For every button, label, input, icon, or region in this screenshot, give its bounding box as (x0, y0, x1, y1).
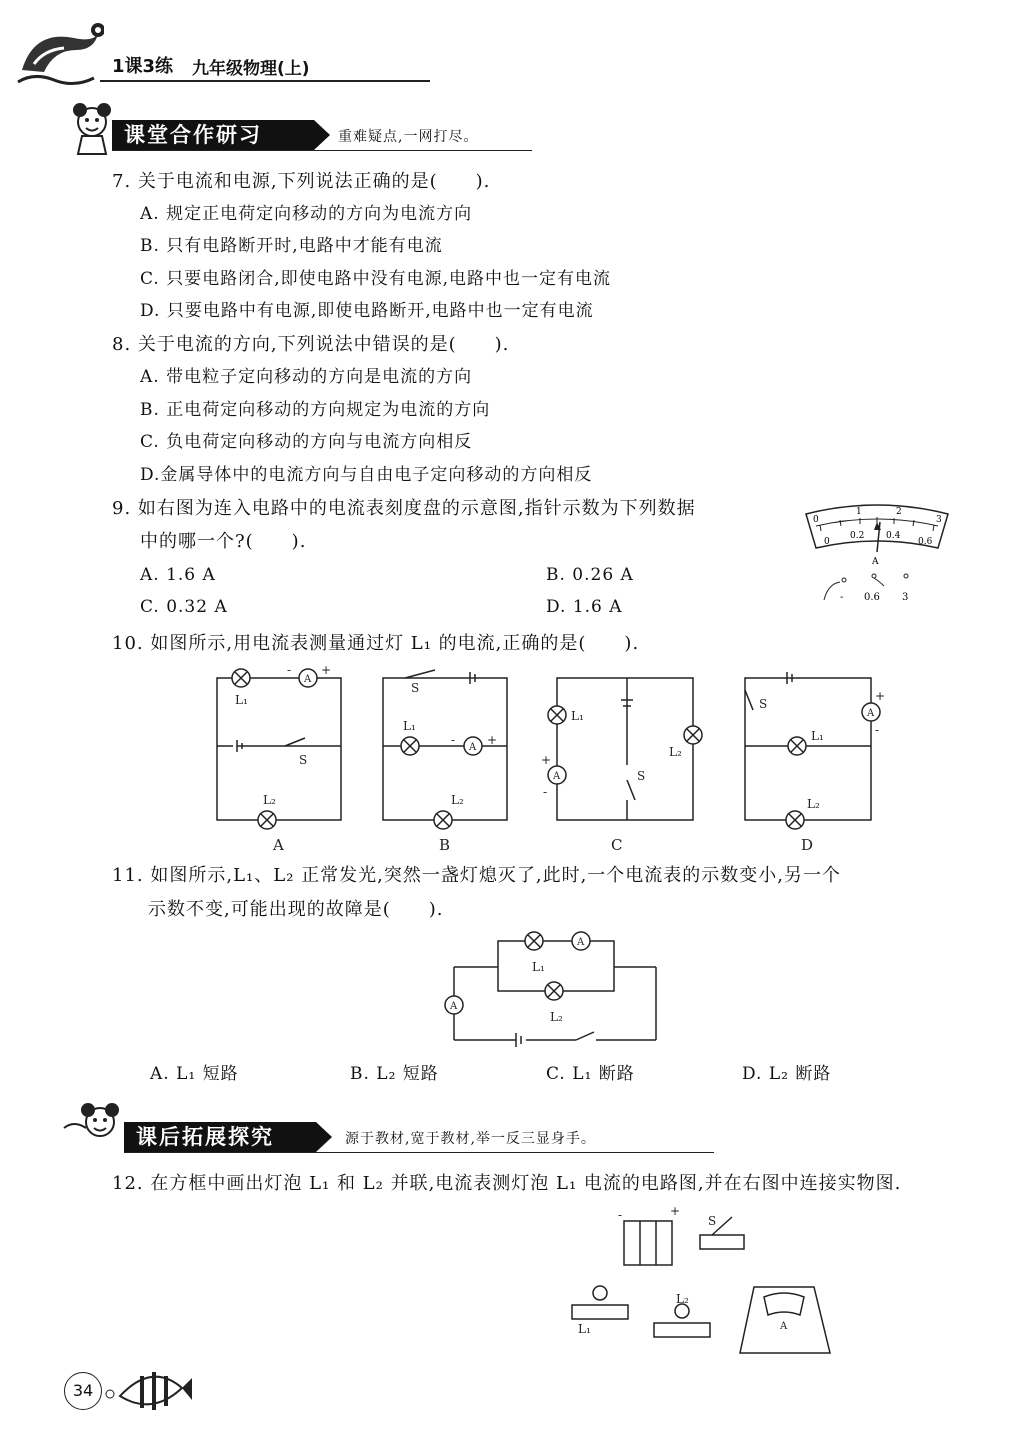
q12-physical-components-figure (560, 1205, 850, 1365)
circuit-b-ammeter: A (469, 742, 477, 753)
q9-stem-line2: 中的哪一个?( ). (140, 531, 307, 552)
circuit-a-l1: L₁ (235, 693, 248, 707)
dial-upper-tick-3: 3 (936, 515, 942, 525)
ammeter-dial-figure (800, 496, 955, 606)
dial-lower-tick-2: 0.4 (886, 531, 901, 541)
q8-option-b: B. 正电荷定向移动的方向规定为电流的方向 (140, 400, 491, 420)
q11-l2: L₂ (550, 1010, 563, 1024)
circuit-label-d: D (801, 836, 814, 854)
l2-label: L₂ (676, 1292, 689, 1306)
circuit-label-b: B (439, 836, 451, 854)
circuit-label-c: C (611, 836, 623, 854)
circuit-label-a: A (273, 836, 284, 854)
q11-option-a: A. L₁ 短路 (150, 1064, 239, 1084)
section2-rule (124, 1152, 714, 1153)
ammeter-device-label: A (780, 1321, 788, 1332)
l1-label: L₁ (578, 1322, 591, 1336)
circuit-a-plus: + (321, 663, 332, 677)
q11-ammeter-left: A (450, 1001, 458, 1012)
circuit-b-l2: L₂ (451, 793, 464, 807)
header-subject: 九年级物理(上) (192, 59, 310, 79)
q11-stem-line2: 示数不变,可能出现的故障是( ). (148, 899, 444, 920)
q8-option-a: A. 带电粒子定向移动的方向是电流的方向 (140, 367, 473, 387)
circuit-c-plus: + (541, 753, 552, 767)
q7-option-d: D. 只要电路中有电源,即使电路断开,电路中也一定有电流 (140, 301, 594, 321)
section1-rule (112, 150, 532, 151)
dial-lower-tick-1: 0.2 (850, 531, 865, 541)
q11-circuit-figure (436, 925, 666, 1055)
dial-upper-tick-1: 1 (856, 507, 862, 517)
q9-stem-line1: 9. 如右图为连入电路中的电流表刻度盘的示意图,指针示数为下列数据 (112, 498, 696, 519)
circuit-a-s: S (299, 753, 308, 767)
cartoon-mascot-2-icon (60, 1098, 126, 1154)
fish-decoration-icon (102, 1358, 192, 1418)
circuit-d-l2: L₂ (807, 797, 820, 811)
q7-option-b: B. 只有电路断开时,电路中才能有电流 (140, 236, 443, 256)
circuit-a-minus: - (287, 663, 292, 677)
circuit-c-minus: - (543, 785, 548, 799)
q11-ammeter-top: A (577, 937, 585, 948)
header-series: 1课3练 (112, 56, 174, 77)
q11-option-b: B. L₂ 短路 (350, 1064, 439, 1084)
switch-label: S (708, 1214, 717, 1228)
lamp-l2-icon (654, 1323, 710, 1337)
section1-title: 课堂合作研习 (112, 120, 314, 150)
page-number: 34 (72, 1381, 94, 1400)
dial-lower-tick-0: 0 (824, 537, 830, 547)
circuit-b-s: S (411, 681, 420, 695)
section1-tagline: 重难疑点,一网打尽。 (338, 129, 479, 145)
dolphin-logo-icon (14, 20, 104, 90)
q11-l1: L₁ (532, 960, 545, 974)
q7-option-c: C. 只要电路闭合,即使电路中没有电源,电路中也一定有电流 (140, 269, 612, 289)
dial-terminal-3: 3 (902, 592, 909, 603)
q9-option-c: C. 0.32 A (140, 597, 228, 617)
q11-stem-line1: 11. 如图所示,L₁、L₂ 正常发光,突然一盏灯熄灭了,此时,一个电流表的示数变小,另一个 (112, 865, 842, 886)
circuit-c-l1: L₁ (571, 709, 584, 723)
dial-upper-tick-2: 2 (896, 507, 902, 517)
circuit-c-s: S (637, 769, 646, 783)
q10-stem: 10. 如图所示,用电流表测量通过灯 L₁ 的电流,正确的是( ). (112, 633, 640, 654)
section2-title: 课后拓展探究 (124, 1122, 316, 1152)
circuit-c-ammeter: A (553, 771, 561, 782)
circuit-d-ammeter: A (867, 708, 875, 719)
section2-tagline: 源于教材,宽于教材,举一反三显身手。 (345, 1131, 596, 1147)
q8-option-c: C. 负电荷定向移动的方向与电流方向相反 (140, 432, 473, 452)
banner-arrow (314, 120, 330, 150)
q8-option-d: D.金属导体中的电流方向与自由电子定向移动的方向相反 (140, 465, 593, 485)
q9-option-b: B. 0.26 A (546, 565, 634, 585)
circuit-b-l1: L₁ (403, 719, 416, 733)
circuit-c-l2: L₂ (669, 745, 682, 759)
circuit-d-plus: + (875, 689, 886, 703)
circuit-d-s: S (759, 697, 768, 711)
circuit-d-minus: - (875, 723, 880, 737)
lamp-l1-icon (572, 1305, 628, 1319)
q11-option-c: C. L₁ 断路 (546, 1064, 635, 1084)
dial-unit: A (872, 557, 879, 567)
q7-option-a: A. 规定正电荷定向移动的方向为电流方向 (140, 204, 473, 224)
q11-option-d: D. L₂ 断路 (742, 1064, 832, 1084)
header-rule (100, 80, 430, 82)
q10-circuits-figure (205, 660, 895, 855)
dial-terminal-06: 0.6 (864, 592, 880, 603)
circuit-a-ammeter: A (304, 674, 312, 685)
circuit-b-plus: + (487, 733, 498, 747)
battery-icon (624, 1221, 672, 1265)
q8-stem: 8. 关于电流的方向,下列说法中错误的是( ). (112, 334, 510, 355)
banner-arrow-2 (316, 1122, 332, 1152)
q9-option-d: D. 1.6 A (546, 597, 623, 617)
circuit-b-minus: - (451, 733, 456, 747)
circuit-a-l2: L₂ (263, 793, 276, 807)
page-number-circle (64, 1372, 102, 1410)
dial-lower-tick-3: 0.6 (918, 537, 933, 547)
q9-option-a: A. 1.6 A (140, 565, 216, 585)
dial-upper-tick-0: 0 (813, 515, 819, 525)
battery-minus: - (618, 1208, 623, 1222)
circuit-d-l1: L₁ (811, 729, 824, 743)
dial-terminal-minus: - (840, 592, 844, 603)
q7-stem: 7. 关于电流和电源,下列说法正确的是( ). (112, 171, 491, 192)
switch-icon (700, 1235, 744, 1249)
q12-stem: 12. 在方框中画出灯泡 L₁ 和 L₂ 并联,电流表测灯泡 L₁ 电流的电路图,并在右图中连接实物图. (112, 1173, 902, 1194)
battery-plus: + (670, 1205, 681, 1218)
